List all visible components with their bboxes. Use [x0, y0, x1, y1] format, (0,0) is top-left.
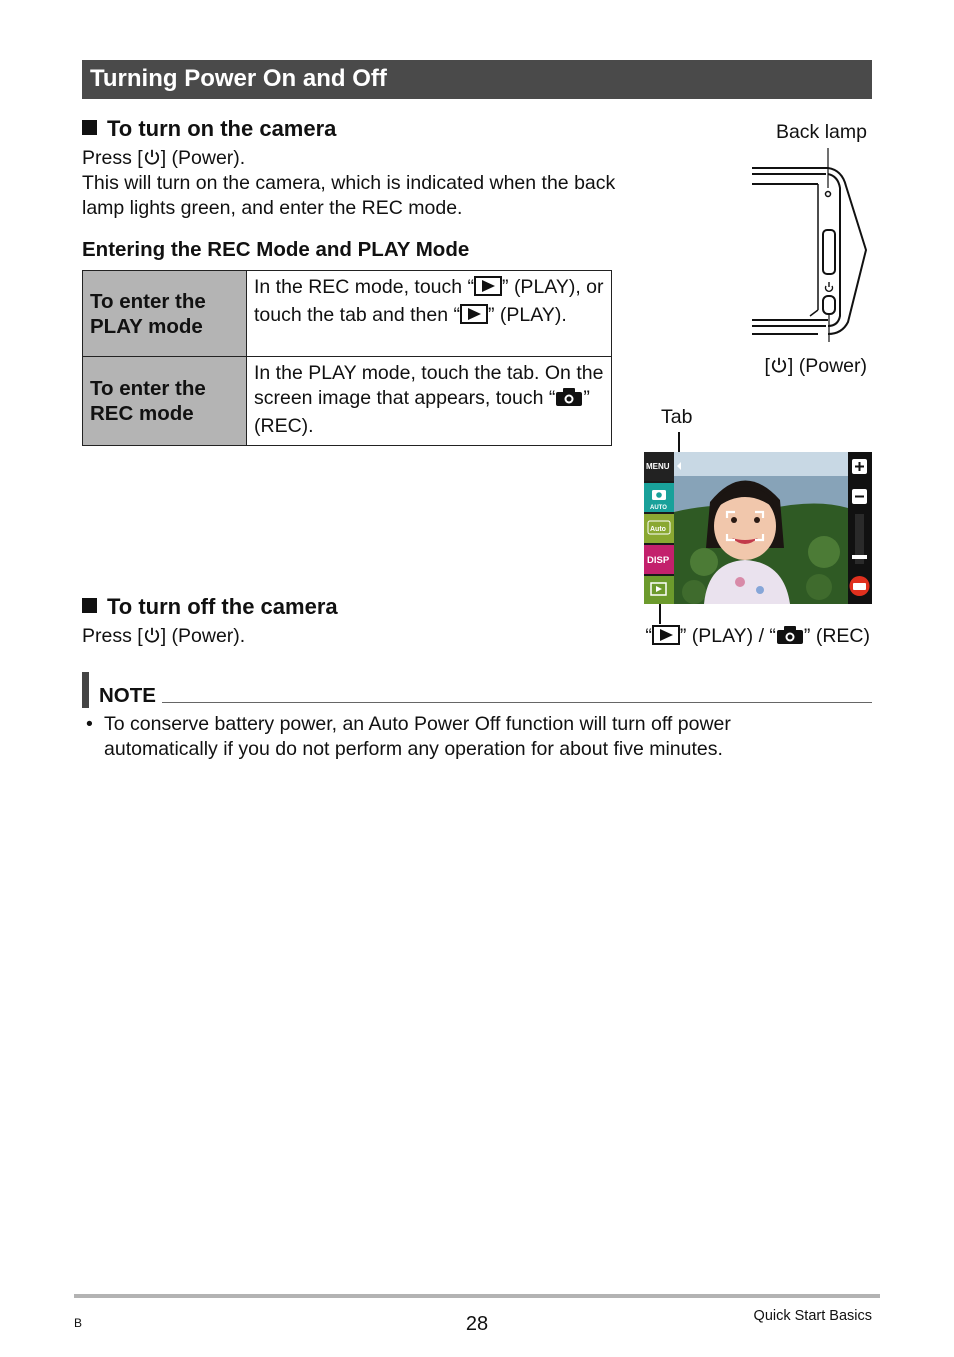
square-bullet-icon — [82, 598, 97, 613]
camera-icon — [776, 625, 804, 651]
power-icon — [770, 356, 788, 374]
play-icon — [460, 304, 488, 331]
footer-divider — [74, 1294, 880, 1298]
turn-on-paragraph: This will turn on the camera, which is indicated when the back lamp lights green, and enter the REC mode. — [82, 172, 616, 219]
row-header-rec: To enter the REC mode — [83, 357, 247, 446]
page-number: 28 — [465, 1313, 489, 1335]
power-label: [ ] (Power) — [764, 355, 867, 377]
lcd-auto2-text: Auto — [650, 526, 666, 533]
turn-on-heading: To turn on the camera — [82, 116, 336, 142]
note-marker-bar — [82, 672, 89, 708]
press-power-off-line: Press [ ] (Power). — [82, 625, 246, 647]
play-pointer-line — [659, 604, 661, 624]
power-icon — [143, 626, 161, 644]
note-text: To conserve battery power, an Auto Power Off function will turn off power automatically if you do not perform any operation for about five minutes. — [104, 713, 731, 760]
play-rec-label: “ ” (PLAY) / “ ” (REC) — [600, 624, 870, 651]
note-bullet: • — [86, 713, 93, 735]
camera-icon — [555, 387, 583, 414]
row-header-play: To enter the PLAY mode — [83, 271, 247, 357]
lcd-disp-text: DISP — [647, 555, 670, 566]
lcd-auto-text: AUTO — [650, 505, 667, 511]
press-power-line: Press [ ] (Power). — [82, 147, 246, 169]
turn-on-text — [82, 146, 622, 221]
tab-label: Tab — [661, 406, 693, 428]
table-row — [83, 357, 612, 446]
power-icon — [143, 148, 161, 166]
back-lamp-label: Back lamp — [775, 121, 867, 143]
camera-back-diagram — [748, 146, 872, 342]
footer-section-name: Quick Start Basics — [753, 1308, 872, 1324]
modes-table — [82, 270, 612, 446]
play-icon — [474, 276, 502, 303]
play-icon — [652, 625, 680, 651]
page-title: Turning Power On and Off — [90, 65, 387, 92]
camera-lcd-screenshot — [644, 452, 872, 604]
section-title-bar — [82, 60, 872, 99]
row-content-rec: In the PLAY mode, touch the tab. On the screen image that appears, touch “ ” (REC). — [247, 357, 612, 446]
modes-heading: Entering the REC Mode and PLAY Mode — [82, 238, 470, 261]
footer-left-code: B — [74, 1316, 83, 1330]
note-divider — [162, 702, 872, 703]
square-bullet-icon — [82, 120, 97, 135]
row-content-play: In the REC mode, touch “ ” (PLAY), or touch the tab and then “ ” (PLAY). — [247, 271, 612, 357]
note-title: NOTE — [99, 684, 156, 707]
table-row — [83, 271, 612, 357]
turn-off-heading: To turn off the camera — [82, 594, 338, 620]
lcd-menu-text: MENU — [646, 462, 670, 471]
